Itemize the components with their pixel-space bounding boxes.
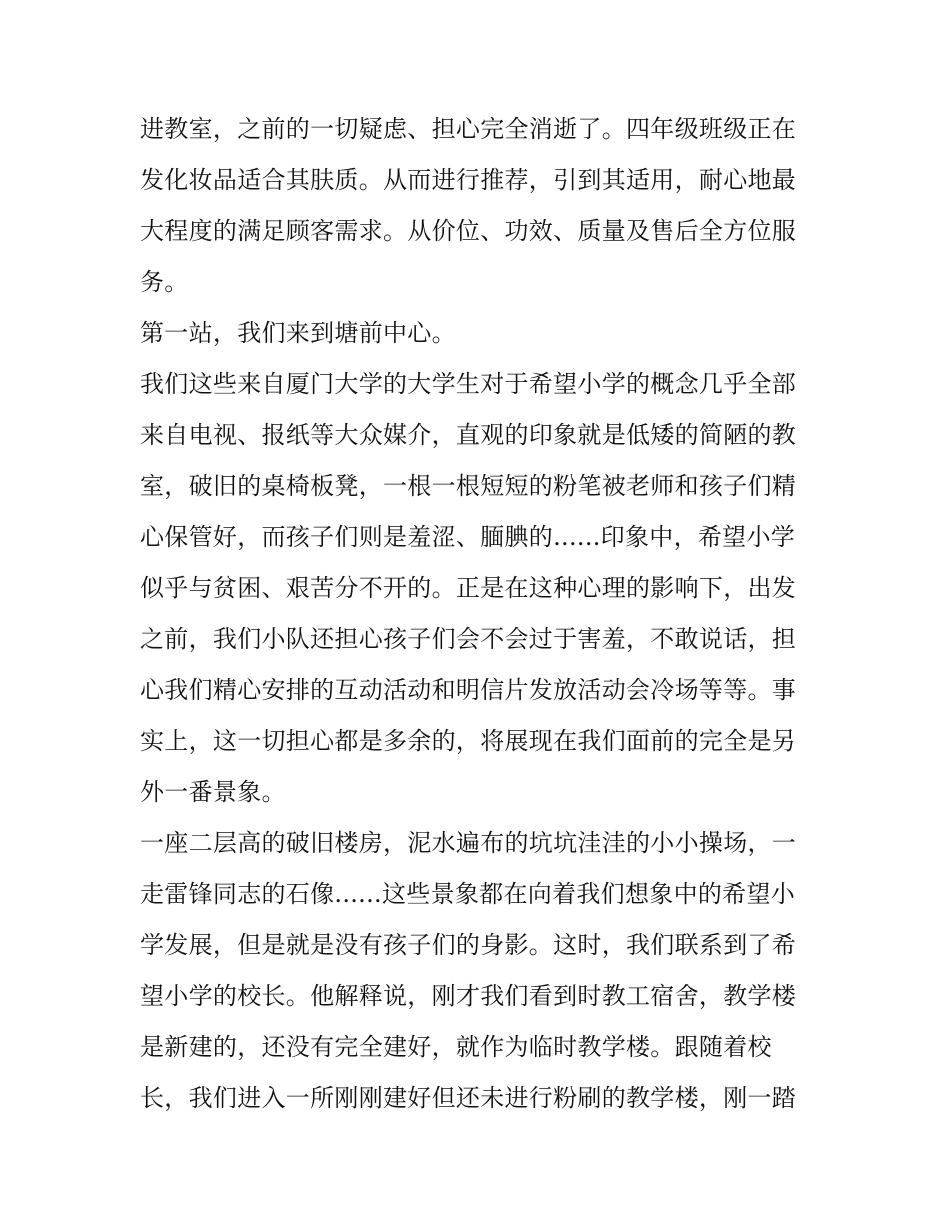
text-line-11: 之前，我们小队还担心孩子们会不会过于害羞，不敢说话，担 <box>140 625 797 653</box>
text-line-7: 来自电视、报纸等大众媒介，直观的印象就是低矮的简陋的教 <box>140 421 797 449</box>
text-line-15: 一座二层高的破旧楼房，泥水遍布的坑坑洼洼的小小操场，一 <box>140 829 797 857</box>
text-line-9: 心保管好，而孩子们则是羞涩、腼腆的......印象中，希望小学 <box>140 523 796 551</box>
body-text <box>140 104 820 1124</box>
text-line-14: 外一番景象。 <box>140 778 286 806</box>
text-line-5: 第一站，我们来到塘前中心。 <box>140 319 456 347</box>
text-line-12: 心我们精心安排的互动活动和明信片发放活动会冷场等等。事 <box>140 676 797 704</box>
text-line-10: 似乎与贫困、艰苦分不开的。正是在这种心理的影响下，出发 <box>140 574 797 602</box>
text-line-19: 是新建的，还没有完全建好，就作为临时教学楼。跟随着校 <box>140 1033 772 1061</box>
text-line-2: 发化妆品适合其肤质。从而进行推荐，引到其适用，耐心地最 <box>140 166 797 194</box>
text-line-18: 望小学的校长。他解释说，刚才我们看到时教工宿舍，教学楼 <box>140 982 797 1010</box>
text-line-16: 走雷锋同志的石像......这些景象都在向着我们想象中的希望小 <box>140 880 796 908</box>
text-line-20: 长，我们进入一所刚刚建好但还未进行粉刷的教学楼，刚一踏 <box>140 1084 797 1112</box>
text-line-3: 大程度的满足顾客需求。从价位、功效、质量及售后全方位服 <box>140 217 797 245</box>
text-line-17: 学发展，但是就是没有孩子们的身影。这时，我们联系到了希 <box>140 931 797 959</box>
text-line-6: 我们这些来自厦门大学的大学生对于希望小学的概念几乎全部 <box>140 370 797 398</box>
text-line-1: 进教室，之前的一切疑虑、担心完全消逝了。四年级班级正在 <box>140 115 797 143</box>
text-line-4: 务。 <box>140 268 189 296</box>
text-line-13: 实上，这一切担心都是多余的，将展现在我们面前的完全是另 <box>140 727 797 755</box>
text-line-8: 室，破旧的桌椅板凳，一根一根短短的粉笔被老师和孩子们精 <box>140 472 797 500</box>
